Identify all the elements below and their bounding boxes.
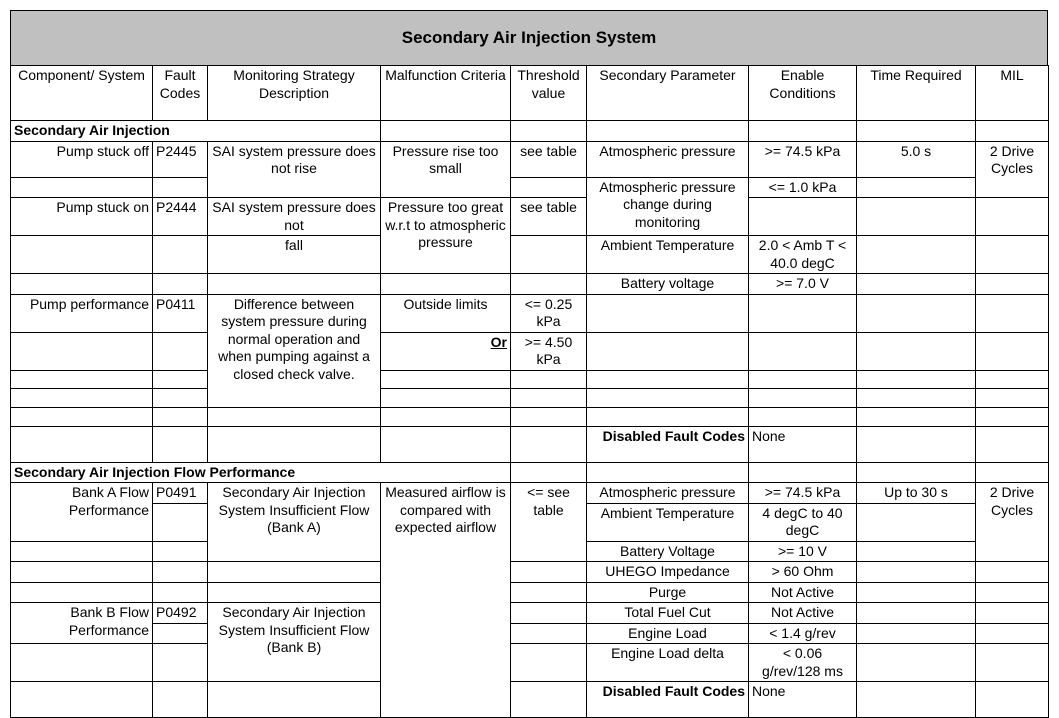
fault-code-cell: P2444 <box>153 198 208 236</box>
param-value-cell: <= 1.0 kPa <box>749 177 857 198</box>
header-threshold: Threshold value <box>511 66 587 121</box>
time-cell: Up to 30 s <box>857 483 976 504</box>
param-value-cell: 4 degC to 40 degC <box>749 503 857 541</box>
param-name-cell: Purge <box>587 582 749 603</box>
criteria-cell: Pressure too great w.r.t to atmospheric pressure <box>381 198 511 274</box>
header-fault-codes: Fault Codes <box>153 66 208 121</box>
table-row <box>11 483 1049 504</box>
table-row <box>11 274 1049 295</box>
disabled-fault-codes-label: Disabled Fault Codes <box>587 682 749 718</box>
threshold-cell: >= 4.50 kPa <box>511 332 587 370</box>
component-cell: Pump stuck off <box>11 141 153 177</box>
param-value-cell: < 1.4 g/rev <box>749 623 857 644</box>
fault-code-cell: P0492 <box>153 603 208 624</box>
fault-code-cell: P0411 <box>153 294 208 332</box>
strategy-cell: SAI system pressure does not rise <box>208 141 381 198</box>
criteria-cell: Outside limits <box>381 294 511 332</box>
header-malfunction: Malfunction Criteria <box>381 66 511 121</box>
component-cell: Bank A Flow Performance <box>11 483 153 542</box>
fault-code-cell: P0491 <box>153 483 208 504</box>
header-secondary: Secondary Parameter <box>587 66 749 121</box>
param-name-cell: Battery Voltage <box>587 541 749 562</box>
param-name-cell: Atmospheric pressure change during monitoring <box>587 177 749 236</box>
param-name-cell: UHEGO Impedance <box>587 562 749 583</box>
param-value-cell: Not Active <box>749 603 857 624</box>
param-value-cell: < 0.06 g/rev/128 ms <box>749 644 857 682</box>
criteria-cell: Pressure rise too small <box>381 141 511 198</box>
param-name-cell: Engine Load <box>587 623 749 644</box>
table-row <box>11 141 1049 177</box>
table-row <box>11 332 1049 370</box>
or-label: Or <box>381 332 511 370</box>
threshold-cell: see table <box>511 141 587 177</box>
table-row <box>11 388 1049 407</box>
table-row <box>11 623 1049 644</box>
component-cell: Bank B Flow Performance <box>11 603 153 644</box>
component-cell: Pump performance <box>11 294 153 332</box>
strategy-cell: Secondary Air Injection System Insufficient Flow (Bank A) <box>208 483 381 562</box>
header-strategy: Monitoring Strategy Description <box>208 66 381 121</box>
section-row <box>11 121 1049 142</box>
mil-cell: 2 Drive Cycles <box>976 483 1049 562</box>
table-row <box>11 582 1049 603</box>
component-cell: Pump stuck on <box>11 198 153 236</box>
table-row <box>11 644 1049 682</box>
table-row <box>11 407 1049 426</box>
table-row <box>11 426 1049 462</box>
disabled-fault-codes-value: None <box>749 426 857 462</box>
param-name-cell: Atmospheric pressure <box>587 483 749 504</box>
document-table <box>10 10 1048 718</box>
param-value-cell: >= 74.5 kPa <box>749 483 857 504</box>
table-row <box>11 682 1049 718</box>
param-name-cell: Battery voltage <box>587 274 749 295</box>
param-name-cell: Total Fuel Cut <box>587 603 749 624</box>
param-value-cell: >= 7.0 V <box>749 274 857 295</box>
criteria-cell: Measured airflow is compared with expected airflow <box>381 483 511 718</box>
header-time: Time Required <box>857 66 976 121</box>
header-enable: Enable Conditions <box>749 66 857 121</box>
strategy-cell: Difference between system pressure during normal operation and when pumping against a closed check valve. <box>208 294 381 407</box>
param-name-cell: Atmospheric pressure <box>587 141 749 177</box>
disabled-fault-codes-label: Disabled Fault Codes <box>587 426 749 462</box>
param-name-cell: Engine Load delta <box>587 644 749 682</box>
disabled-fault-codes-value: None <box>749 682 857 718</box>
header-mil: MIL <box>976 66 1049 121</box>
table-row <box>11 294 1049 332</box>
param-value-cell: > 60 Ohm <box>749 562 857 583</box>
param-value-cell: >= 10 V <box>749 541 857 562</box>
section-title: Secondary Air Injection Flow Performance <box>11 462 511 483</box>
param-value-cell: 2.0 < Amb T < 40.0 degC <box>749 236 857 274</box>
header-row <box>11 66 1049 121</box>
strategy-cell: SAI system pressure does not <box>208 198 381 236</box>
table-row <box>11 198 1049 236</box>
section-title: Secondary Air Injection <box>11 121 381 142</box>
threshold-cell: see table <box>511 198 587 236</box>
time-cell: 5.0 s <box>857 141 976 177</box>
param-value-cell: Not Active <box>749 582 857 603</box>
table-row <box>11 562 1049 583</box>
threshold-cell: <= 0.25 kPa <box>511 294 587 332</box>
table-row <box>11 603 1049 624</box>
fault-code-cell: P2445 <box>153 141 208 177</box>
diagnostic-table <box>10 65 1049 718</box>
header-component: Component/ System <box>11 66 153 121</box>
table-row <box>11 370 1049 388</box>
table-row <box>11 236 1049 274</box>
param-name-cell: Ambient Temperature <box>587 503 749 541</box>
param-name-cell: Ambient Temperature <box>587 236 749 274</box>
table-title: Secondary Air Injection System <box>10 10 1048 65</box>
section-row <box>11 462 1049 483</box>
table-row <box>11 177 1049 198</box>
param-value-cell: >= 74.5 kPa <box>749 141 857 177</box>
strategy-cell: Secondary Air Injection System Insufficient Flow (Bank B) <box>208 603 381 682</box>
strategy-cell: fall <box>208 236 381 274</box>
mil-cell: 2 Drive Cycles <box>976 141 1049 198</box>
threshold-cell: <= see table <box>511 483 587 562</box>
